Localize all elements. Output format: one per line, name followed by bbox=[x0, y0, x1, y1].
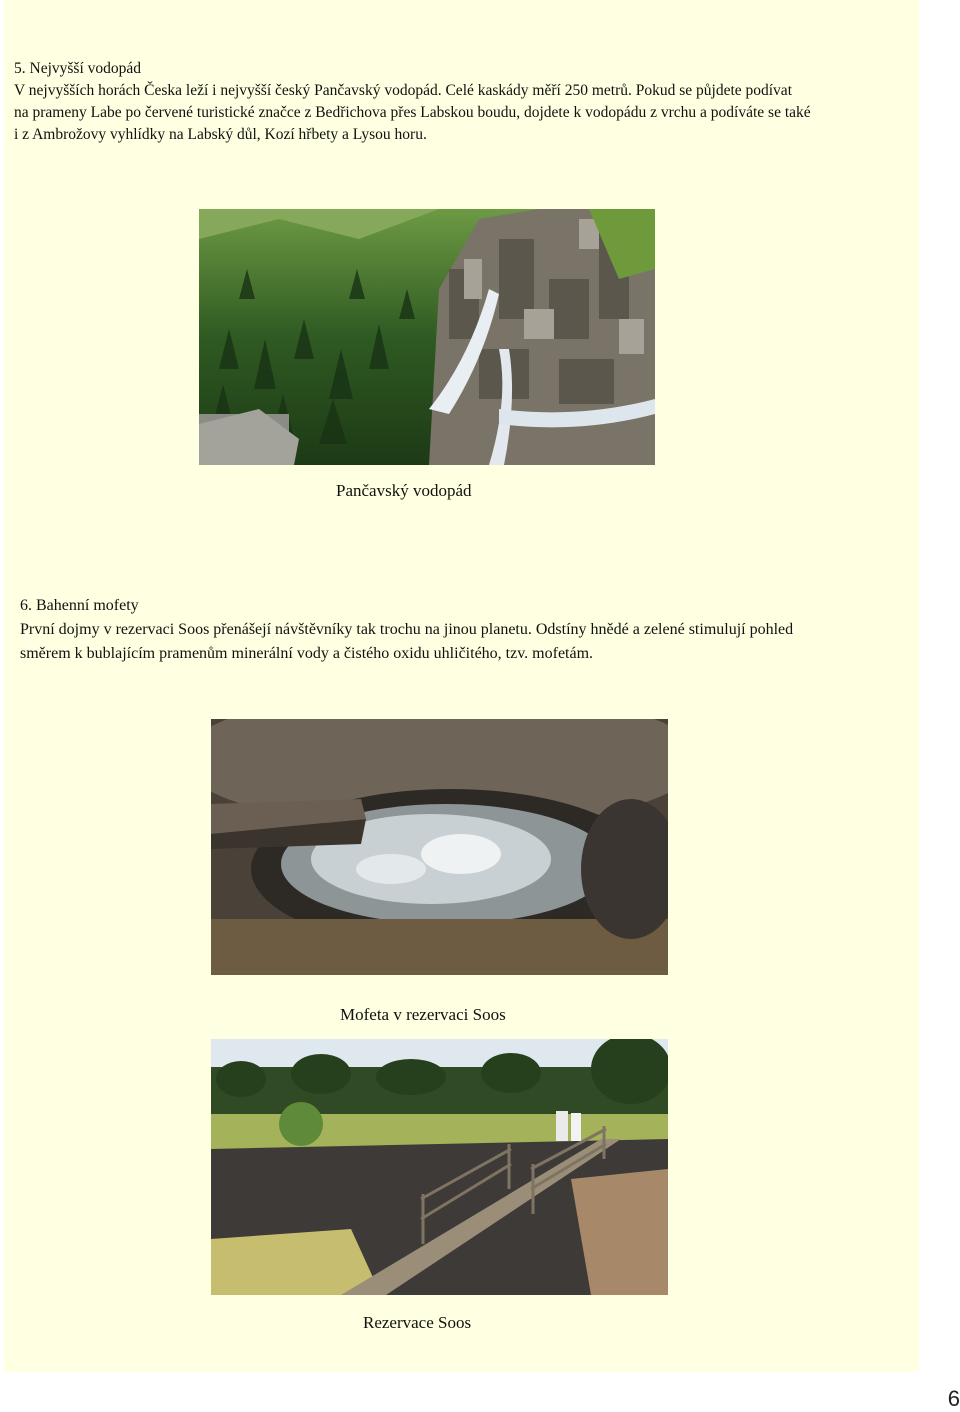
section-5-heading: 5. Nejvyšší vodopád bbox=[14, 60, 142, 77]
page-number: 6 bbox=[947, 1386, 960, 1411]
section-5-line-2: na prameny Labe po červené turistické značce z Bedřichova přes Labskou boudu, dojdete k vodopádu z vrchu a podíváte se také bbox=[14, 104, 811, 121]
section-5-line-1: V nejvyšších horách Česka leží i nejvyšší český Pančavský vodopád. Celé kaskády měří 250 metrů. Pokud se půjdete podívat bbox=[14, 82, 792, 99]
waterfall-photo bbox=[199, 209, 655, 465]
section-6-text bbox=[20, 594, 793, 666]
section-5-line-3: i z Ambrožovy vyhlídky na Labský důl, Kozí hřbety a Lysou horu. bbox=[14, 126, 427, 143]
section-5-text bbox=[14, 58, 811, 146]
section-6-line-2: směrem k bublajícím pramenům minerální vody a čistého oxidu uhličitého, tzv. mofetám. bbox=[20, 645, 594, 662]
mofeta-photo bbox=[211, 719, 668, 975]
mofeta-caption: Mofeta v rezervaci Soos bbox=[340, 1005, 506, 1024]
soos-reserve-photo bbox=[211, 1039, 668, 1295]
section-6-heading: 6. Bahenní mofety bbox=[20, 597, 139, 614]
waterfall-caption: Pančavský vodopád bbox=[336, 481, 472, 500]
soos-reserve-caption: Rezervace Soos bbox=[363, 1313, 472, 1332]
section-6-line-1: První dojmy v rezervaci Soos přenášejí návštěvníky tak trochu na jinou planetu. Odstíny hnědé a zelené stimulují pohled bbox=[20, 621, 794, 638]
